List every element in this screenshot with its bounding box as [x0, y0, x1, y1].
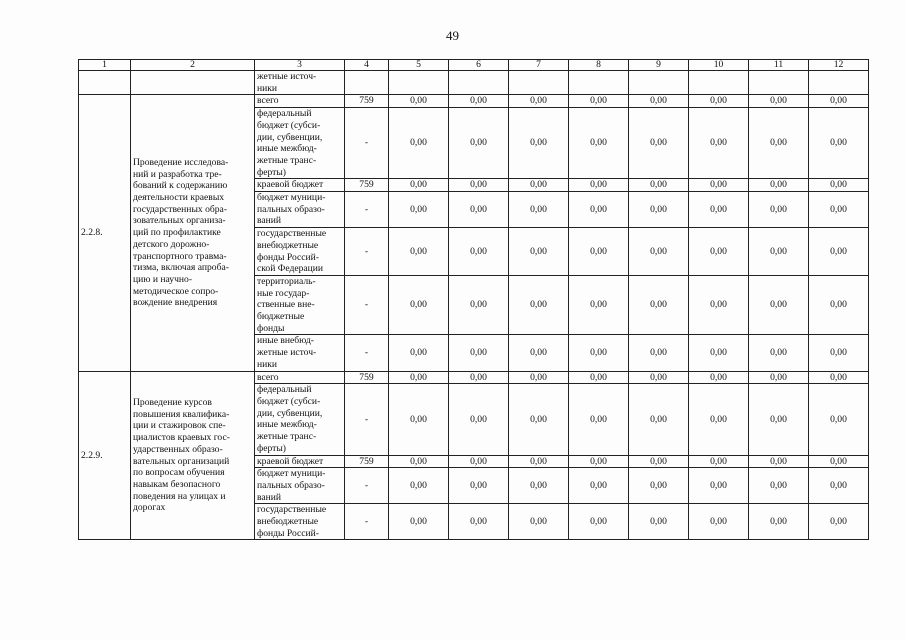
value-cell: 0,00	[689, 108, 749, 179]
empty-cell	[749, 71, 809, 95]
value-cell: 0,00	[569, 504, 629, 540]
value-cell: 0,00	[689, 371, 749, 384]
value-cell: 0,00	[389, 275, 449, 335]
empty-cell	[569, 71, 629, 95]
funding-source: государственные внебюджетные фонды Россий- ской Федерации	[257, 228, 327, 275]
value-cell: 0,00	[449, 455, 509, 468]
funding-source: всего	[257, 95, 279, 107]
value-cell: 0,00	[809, 384, 869, 455]
value-cell: 0,00	[509, 455, 569, 468]
value-cell: 0,00	[749, 504, 809, 540]
value-cell: 0,00	[689, 192, 749, 228]
value-cell: 0,00	[749, 335, 809, 371]
value-cell: 0,00	[749, 228, 809, 276]
value-cell: 0,00	[569, 371, 629, 384]
value-cell: 0,00	[449, 275, 509, 335]
value-cell: 0,00	[389, 384, 449, 455]
value-cell: 0,00	[689, 335, 749, 371]
value-cell: 0,00	[569, 228, 629, 276]
value-cell: 0,00	[749, 371, 809, 384]
empty-cell	[809, 71, 869, 95]
value-cell: 0,00	[509, 384, 569, 455]
value-cell: 0,00	[509, 504, 569, 540]
source-cell	[255, 95, 345, 108]
value-cell: 0,00	[509, 95, 569, 108]
page-number: 49	[446, 28, 459, 43]
value-cell: 0,00	[389, 468, 449, 504]
value-cell: 0,00	[809, 192, 869, 228]
value-cell: 0,00	[389, 335, 449, 371]
column-number: 3	[255, 60, 345, 71]
source-cell	[255, 108, 345, 179]
value-cell: 0,00	[749, 455, 809, 468]
value-cell: 0,00	[689, 455, 749, 468]
value-cell: 0,00	[629, 371, 689, 384]
funding-source: федеральный бюджет (субси- дии, субвенции, иные межбюд- жетные транс- ферты)	[257, 384, 323, 454]
empty-cell	[689, 71, 749, 95]
value-cell: 0,00	[389, 228, 449, 276]
code-cell: -	[345, 108, 389, 179]
measure-name-text: Проведение курсов повышения квалифика- ции и стажировок спе- циалистов краевых гос- ударственных образо- вательных организаций по вопросам обучения навыкам безопасного поведения на улицах и дорогах	[133, 396, 230, 514]
code-cell: -	[345, 384, 389, 455]
value-cell: 0,00	[629, 468, 689, 504]
value-cell: 0,00	[809, 108, 869, 179]
value-cell: 0,00	[389, 108, 449, 179]
column-number: 7	[509, 60, 569, 71]
code-cell: -	[345, 468, 389, 504]
column-number: 10	[689, 60, 749, 71]
value-cell: 0,00	[689, 228, 749, 276]
value-cell: 0,00	[389, 455, 449, 468]
value-cell: 0,00	[629, 335, 689, 371]
code-cell: -	[345, 504, 389, 540]
column-number: 11	[749, 60, 809, 71]
value-cell: 0,00	[569, 455, 629, 468]
table-row	[79, 371, 869, 384]
code-cell: 759	[345, 455, 389, 468]
column-number: 2	[131, 60, 255, 71]
value-cell: 0,00	[389, 179, 449, 192]
funding-source: бюджет муници- пальных образо- ваний	[257, 468, 326, 503]
code-cell: -	[345, 192, 389, 228]
code-cell: -	[345, 275, 389, 335]
source-cell	[255, 179, 345, 192]
source-cell	[255, 275, 345, 335]
funding-source: всего	[257, 371, 279, 383]
value-cell: 0,00	[689, 95, 749, 108]
source-cell	[255, 371, 345, 384]
column-number: 5	[389, 60, 449, 71]
table-row	[79, 71, 869, 95]
value-cell: 0,00	[389, 504, 449, 540]
empty-cell	[389, 71, 449, 95]
value-cell: 0,00	[449, 371, 509, 384]
value-cell: 0,00	[509, 371, 569, 384]
empty-cell	[345, 71, 389, 95]
column-number: 1	[79, 60, 131, 71]
value-cell: 0,00	[629, 95, 689, 108]
value-cell: 0,00	[749, 384, 809, 455]
value-cell: 0,00	[689, 179, 749, 192]
value-cell: 0,00	[689, 504, 749, 540]
value-cell: 0,00	[569, 108, 629, 179]
value-cell: 0,00	[689, 468, 749, 504]
value-cell: 0,00	[629, 275, 689, 335]
value-cell: 0,00	[629, 179, 689, 192]
source-cell	[255, 228, 345, 276]
value-cell: 0,00	[809, 275, 869, 335]
value-cell: 0,00	[509, 468, 569, 504]
value-cell: 0,00	[749, 468, 809, 504]
value-cell: 0,00	[449, 468, 509, 504]
code-cell: 759	[345, 179, 389, 192]
column-number: 8	[569, 60, 629, 71]
value-cell: 0,00	[509, 228, 569, 276]
value-cell: 0,00	[509, 108, 569, 179]
funding-source: территориаль- ные государ- ственные вне- бюджетные фонды	[257, 275, 316, 334]
value-cell: 0,00	[569, 384, 629, 455]
value-cell: 0,00	[509, 275, 569, 335]
value-cell: 0,00	[449, 228, 509, 276]
column-number: 4	[345, 60, 389, 71]
funding-source: бюджет муници- пальных образо- ваний	[257, 192, 326, 227]
value-cell: 0,00	[749, 179, 809, 192]
value-cell: 0,00	[629, 108, 689, 179]
value-cell: 0,00	[569, 95, 629, 108]
source-cell	[255, 468, 345, 504]
value-cell: 0,00	[809, 95, 869, 108]
value-cell: 0,00	[689, 384, 749, 455]
code-cell: 759	[345, 371, 389, 384]
value-cell: 0,00	[509, 179, 569, 192]
column-number: 9	[629, 60, 689, 71]
value-cell: 0,00	[629, 384, 689, 455]
value-cell: 0,00	[389, 371, 449, 384]
measure-number: 2.2.9.	[79, 371, 131, 540]
funding-source: жетные источ- ники	[257, 71, 317, 94]
source-cell	[255, 71, 345, 95]
empty-cell	[449, 71, 509, 95]
empty-cell	[509, 71, 569, 95]
value-cell: 0,00	[569, 192, 629, 228]
value-cell: 0,00	[389, 95, 449, 108]
value-cell: 0,00	[809, 228, 869, 276]
value-cell: 0,00	[449, 192, 509, 228]
funding-source: краевой бюджет	[257, 455, 324, 467]
source-cell	[255, 192, 345, 228]
empty-cell	[629, 71, 689, 95]
code-cell: 759	[345, 95, 389, 108]
value-cell: 0,00	[629, 504, 689, 540]
funding-source: иные внебюд- жетные источ- ники	[257, 335, 317, 370]
value-cell: 0,00	[629, 228, 689, 276]
value-cell: 0,00	[689, 275, 749, 335]
source-cell	[255, 504, 345, 540]
value-cell: 0,00	[449, 384, 509, 455]
value-cell: 0,00	[449, 335, 509, 371]
value-cell: 0,00	[809, 504, 869, 540]
funding-source: федеральный бюджет (субси- дии, субвенции, иные межбюд- жетные транс- ферты)	[257, 108, 323, 178]
source-cell	[255, 335, 345, 371]
value-cell: 0,00	[449, 179, 509, 192]
funding-source: государственные внебюджетные фонды Россий-	[257, 504, 327, 539]
measure-name	[131, 371, 255, 540]
value-cell: 0,00	[569, 179, 629, 192]
value-cell: 0,00	[629, 192, 689, 228]
column-number: 12	[809, 60, 869, 71]
budget-table	[78, 59, 869, 540]
table-body	[79, 60, 869, 540]
table-row	[79, 95, 869, 108]
value-cell: 0,00	[569, 335, 629, 371]
column-number-row	[79, 60, 869, 71]
empty-cell	[131, 71, 255, 95]
value-cell: 0,00	[809, 335, 869, 371]
value-cell: 0,00	[569, 275, 629, 335]
code-cell: -	[345, 335, 389, 371]
value-cell: 0,00	[749, 95, 809, 108]
empty-cell	[79, 71, 131, 95]
column-number: 6	[449, 60, 509, 71]
value-cell: 0,00	[809, 468, 869, 504]
value-cell: 0,00	[449, 95, 509, 108]
source-cell	[255, 384, 345, 455]
funding-source: краевой бюджет	[257, 179, 324, 191]
value-cell: 0,00	[629, 455, 689, 468]
value-cell: 0,00	[509, 335, 569, 371]
measure-name-text: Проведение исследова- ний и разработка тре- бований к содержанию деятельности краевых государственных обра- зовательных организа- ций по профилактике детского дорожно- транспортного травма- тизма, включая апроба- цию и научно- методическое сопро- вождение внедрения	[133, 156, 229, 309]
value-cell: 0,00	[449, 108, 509, 179]
source-cell	[255, 455, 345, 468]
code-cell: -	[345, 228, 389, 276]
value-cell: 0,00	[749, 108, 809, 179]
measure-number: 2.2.8.	[79, 95, 131, 371]
value-cell: 0,00	[809, 455, 869, 468]
value-cell: 0,00	[809, 179, 869, 192]
value-cell: 0,00	[749, 192, 809, 228]
value-cell: 0,00	[809, 371, 869, 384]
value-cell: 0,00	[569, 468, 629, 504]
measure-name	[131, 95, 255, 371]
value-cell: 0,00	[449, 504, 509, 540]
value-cell: 0,00	[509, 192, 569, 228]
value-cell: 0,00	[749, 275, 809, 335]
value-cell: 0,00	[389, 192, 449, 228]
